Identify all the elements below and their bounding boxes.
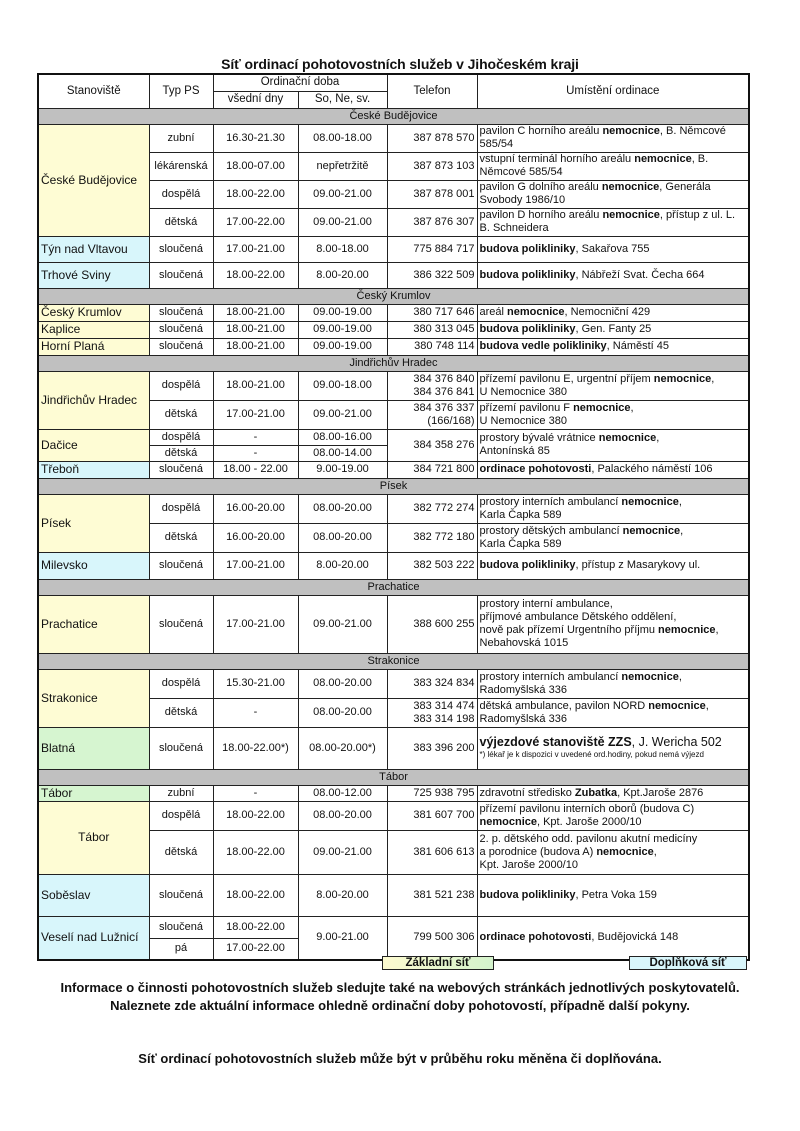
location-cell: přízemí pavilonu E, urgentní příjem nemocnice, U Nemocnice 380 [477,371,749,400]
location-cell: areál nemocnice, Nemocniční 429 [477,304,749,321]
weekends-cell: 08.00-20.00 [298,698,387,727]
weekends-cell: 09.00-19.00 [298,321,387,338]
weekdays-cell: 17.00-22.00 [213,938,298,960]
weekdays-cell: - [213,698,298,727]
phone-cell: 387 873 103 [387,152,477,180]
type-cell: dospělá [149,429,213,445]
type-cell: sloučená [149,236,213,262]
weekends-cell: 8.00-20.00 [298,262,387,288]
location-cell: výjezdové stanoviště ZZS, J. Wericha 502 *) lékař je k dispozici v uvedené ord.hodiny, pokud nemá výjezd [477,727,749,769]
type-cell: sloučená [149,727,213,769]
type-cell: sloučená [149,262,213,288]
weekends-cell: 08.00-20.00 [298,669,387,698]
station-cell: Dačice [38,429,149,461]
type-cell: sloučená [149,552,213,579]
type-cell: sloučená [149,338,213,355]
phone-cell: 382 772 274 [387,494,477,523]
weekends-cell: nepřetržitě [298,152,387,180]
phone-cell: 386 322 509 [387,262,477,288]
weekdays-cell: 18.00-22.00 [213,801,298,830]
location-cell: vstupní terminál horního areálu nemocnice, B. Němcové 585/54 [477,152,749,180]
phone-cell: 382 772 180 [387,523,477,552]
phone-cell: 384 721 800 [387,461,477,478]
station-cell: Prachatice [38,595,149,653]
weekdays-cell: 17.00-22.00 [213,208,298,236]
table-row [38,552,749,579]
station-cell: Třeboň [38,461,149,478]
location-cell: přízemí pavilonu interních oborů (budova C) nemocnice, Kpt. Jaroše 2000/10 [477,801,749,830]
location-cell: ordinace pohotovosti, Budějovická 148 [477,916,749,960]
station-cell: Milevsko [38,552,149,579]
weekends-cell: 8.00-20.00 [298,552,387,579]
type-cell: sloučená [149,874,213,916]
col-header-weekdays: všední dny [213,91,298,108]
phone-cell: 381 606 613 [387,830,477,874]
phone-cell: 725 938 795 [387,785,477,801]
type-cell: dospělá [149,494,213,523]
phone-cell: 383 324 834 [387,669,477,698]
station-cell: České Budějovice [38,124,149,236]
section-header: Český Krumlov [38,288,749,304]
weekdays-cell: - [213,785,298,801]
weekends-cell: 09.00-19.00 [298,304,387,321]
table-row [38,801,749,830]
type-cell: sloučená [149,916,213,938]
phone-cell: 387 876 307 [387,208,477,236]
type-cell: dospělá [149,669,213,698]
weekends-cell: 8.00-18.00 [298,236,387,262]
station-cell: Týn nad Vltavou [38,236,149,262]
weekdays-cell: 18.00 - 22.00 [213,461,298,478]
location-cell: budova polikliniky, přístup z Masarykovy ul. [477,552,749,579]
phone-cell: 384 358 276 [387,429,477,461]
weekends-cell: 08.00-20.00 [298,494,387,523]
section-header: České Budějovice [38,108,749,124]
col-header-location: Umístění ordinace [477,74,749,108]
location-cell: přízemí pavilonu F nemocnice, U Nemocnice 380 [477,400,749,429]
weekends-cell: 09.00-18.00 [298,371,387,400]
phone-cell: 388 600 255 [387,595,477,653]
weekends-cell: 8.00-20.00 [298,874,387,916]
col-header-station: Stanoviště [38,74,149,108]
weekends-cell: 08.00-14.00 [298,445,387,461]
table-row [38,669,749,698]
weekdays-cell: 18.00-22.00*) [213,727,298,769]
info-paragraph: Informace o činnosti pohotovostních služeb sledujte také na webových stránkách jednotlivých poskytovatelů. Naleznete zde aktuální informace ohledně ordinační doby pohotovostí, případně další pokyny. [60,980,740,1013]
weekdays-cell: 17.00-21.00 [213,552,298,579]
section-header: Tábor [38,769,749,785]
type-cell: zubní [149,785,213,801]
footnote: *) lékař je k dispozici v uvedené ord.hodiny, pokud nemá výjezd [479,750,704,759]
weekdays-cell: 18.00-21.00 [213,321,298,338]
weekdays-cell: 18.00-21.00 [213,304,298,321]
station-cell: Tábor [38,801,149,874]
weekdays-cell: - [213,445,298,461]
station-cell: Blatná [38,727,149,769]
phone-cell: 381 607 700 [387,801,477,830]
weekdays-cell: 17.00-21.00 [213,400,298,429]
station-cell: Strakonice [38,669,149,727]
table-row [38,304,749,321]
weekdays-cell: 16.30-21.30 [213,124,298,152]
legend-basic-network: Základní síť [382,956,494,970]
station-cell: Veselí nad Lužnicí [38,916,149,960]
type-cell: sloučená [149,595,213,653]
section-header: Strakonice [38,653,749,669]
weekends-cell: 08.00-20.00 [298,801,387,830]
weekends-cell: 09.00-21.00 [298,180,387,208]
location-cell: pavilon G dolního areálu nemocnice, Generála Svobody 1986/10 [477,180,749,208]
weekdays-cell: 18.00-22.00 [213,874,298,916]
location-cell: budova polikliniky, Sakařova 755 [477,236,749,262]
type-cell: dětská [149,523,213,552]
table-row [38,262,749,288]
weekends-cell: 09.00-21.00 [298,830,387,874]
type-cell: zubní [149,124,213,152]
type-cell: dětská [149,830,213,874]
weekdays-cell: - [213,429,298,445]
weekends-cell: 08.00-20.00*) [298,727,387,769]
weekends-cell: 9.00-21.00 [298,916,387,960]
weekdays-cell: 18.00-07.00 [213,152,298,180]
station-cell: Horní Planá [38,338,149,355]
phone-cell: 380 313 045 [387,321,477,338]
type-cell: dětská [149,698,213,727]
weekdays-cell: 16.00-20.00 [213,523,298,552]
weekends-cell: 09.00-21.00 [298,208,387,236]
station-cell: Trhové Sviny [38,262,149,288]
station-cell: Jindřichův Hradec [38,371,149,429]
station-cell: Kaplice [38,321,149,338]
table-row [38,494,749,523]
location-cell: prostory bývalé vrátnice nemocnice, Antonínská 85 [477,429,749,461]
col-header-type: Typ PS [149,74,213,108]
table-row [38,429,749,445]
phone-cell: 380 748 114 [387,338,477,355]
col-header-weekends: So, Ne, sv. [298,91,387,108]
type-cell: pá [149,938,213,960]
section-header: Písek [38,478,749,494]
type-cell: sloučená [149,321,213,338]
phone-cell: 384 376 840 384 376 841 [387,371,477,400]
location-cell: zdravotní středisko Zubatka, Kpt.Jaroše 2876 [477,785,749,801]
phone-cell: 383 396 200 [387,727,477,769]
station-cell: Český Krumlov [38,304,149,321]
weekends-cell: 08.00-18.00 [298,124,387,152]
table-row [38,916,749,938]
weekdays-cell: 18.00-22.00 [213,916,298,938]
phone-cell: 387 878 570 [387,124,477,152]
schedule-table [37,73,750,961]
weekdays-cell: 18.00-22.00 [213,830,298,874]
weekdays-cell: 18.00-22.00 [213,262,298,288]
location-cell: budova polikliniky, Petra Voka 159 [477,874,749,916]
col-header-hours: Ordinační doba [213,74,387,91]
table-row [38,338,749,355]
table-row [38,785,749,801]
location-cell: pavilon D horního areálu nemocnice, přístup z ul. L. B. Schneidera [477,208,749,236]
table-row [38,874,749,916]
weekdays-cell: 15.30-21.00 [213,669,298,698]
location-cell: budova polikliniky, Gen. Fanty 25 [477,321,749,338]
table-row [38,124,749,152]
phone-cell: 382 503 222 [387,552,477,579]
section-header: Prachatice [38,579,749,595]
weekends-cell: 09.00-21.00 [298,595,387,653]
weekdays-cell: 17.00-21.00 [213,236,298,262]
type-cell: dětská [149,400,213,429]
weekends-cell: 08.00-16.00 [298,429,387,445]
phone-cell: 799 500 306 [387,916,477,960]
weekends-cell: 08.00-20.00 [298,523,387,552]
legend-extra-network: Doplňková síť [629,956,747,970]
location-cell: prostory interní ambulance, příjmové ambulance Dětského oddělení, nově pak přízemí Urgentního příjmu nemocnice, Nebahovská 1015 [477,595,749,653]
weekdays-cell: 16.00-20.00 [213,494,298,523]
weekdays-cell: 18.00-21.00 [213,371,298,400]
notice-paragraph: Síť ordinací pohotovostních služeb může být v průběhu roku měněna či doplňována. [138,1051,662,1066]
type-cell: dospělá [149,371,213,400]
table-row [38,727,749,769]
weekends-cell: 08.00-12.00 [298,785,387,801]
table-row [38,321,749,338]
table-row [38,236,749,262]
weekends-cell: 9.00-19.00 [298,461,387,478]
location-cell: prostory dětských ambulancí nemocnice, Karla Čapka 589 [477,523,749,552]
table-row [38,371,749,400]
phone-cell: 383 314 474 383 314 198 [387,698,477,727]
type-cell: dospělá [149,180,213,208]
type-cell: dětská [149,208,213,236]
table-row [38,595,749,653]
type-cell: dětská [149,445,213,461]
weekends-cell: 09.00-21.00 [298,400,387,429]
page-title: Síť ordinací pohotovostních služeb v Jihočeském kraji [221,56,579,72]
phone-cell: 384 376 337 (166/168) [387,400,477,429]
phone-cell: 387 878 001 [387,180,477,208]
weekdays-cell: 17.00-21.00 [213,595,298,653]
weekends-cell: 09.00-19.00 [298,338,387,355]
phone-cell: 775 884 717 [387,236,477,262]
location-cell: prostory interních ambulancí nemocnice, Karla Čapka 589 [477,494,749,523]
phone-cell: 381 521 238 [387,874,477,916]
table-row [38,461,749,478]
type-cell: sloučená [149,461,213,478]
type-cell: sloučená [149,304,213,321]
weekdays-cell: 18.00-22.00 [213,180,298,208]
location-cell: ordinace pohotovosti, Palackého náměstí 106 [477,461,749,478]
weekdays-cell: 18.00-21.00 [213,338,298,355]
station-cell: Písek [38,494,149,552]
location-cell: pavilon C horního areálu nemocnice, B. Němcové 585/54 [477,124,749,152]
station-cell: Tábor [38,785,149,801]
section-header: Jindřichův Hradec [38,355,749,371]
phone-cell: 380 717 646 [387,304,477,321]
location-cell: budova vedle polikliniky, Náměstí 45 [477,338,749,355]
col-header-phone: Telefon [387,74,477,108]
location-cell: 2. p. dětského odd. pavilonu akutní medicíny a porodnice (budova A) nemocnice, Kpt. Jaroše 2000/10 [477,830,749,874]
location-cell: budova polikliniky, Nábřeží Svat. Čecha 664 [477,262,749,288]
type-cell: dospělá [149,801,213,830]
station-cell: Soběslav [38,874,149,916]
type-cell: lékárenská [149,152,213,180]
location-cell: prostory interních ambulancí nemocnice, Radomyšlská 336 [477,669,749,698]
location-cell: dětská ambulance, pavilon NORD nemocnice, Radomyšlská 336 [477,698,749,727]
